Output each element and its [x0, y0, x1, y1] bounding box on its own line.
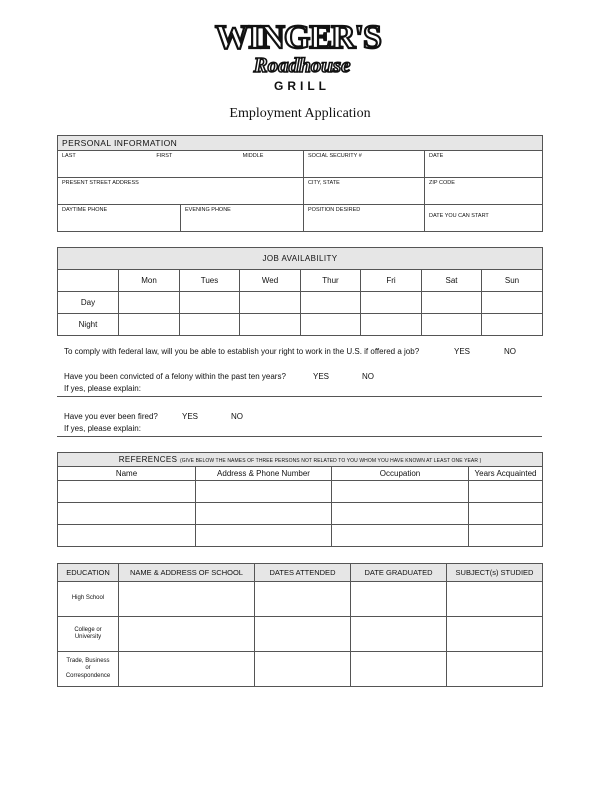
education-cell[interactable]	[255, 617, 351, 652]
education-cell[interactable]	[119, 652, 255, 687]
reference-cell[interactable]	[469, 525, 543, 547]
fired-text: Have you ever been fired?	[64, 412, 158, 421]
education-cell[interactable]	[351, 652, 447, 687]
work-right-text: To comply with federal law, will you be able to establish your right to work in the U.S. if offered a job?	[64, 347, 420, 356]
job-availability-table	[57, 247, 543, 336]
table-row	[58, 617, 543, 652]
education-cell[interactable]	[351, 617, 447, 652]
education-col-education: EDUCATION	[58, 564, 119, 582]
education-cell[interactable]	[447, 652, 543, 687]
availability-cell[interactable]	[361, 292, 422, 314]
position-desired-field[interactable]	[304, 205, 425, 232]
fired-no[interactable]: NO	[231, 412, 243, 421]
availability-cell[interactable]	[180, 314, 240, 336]
availability-cell[interactable]	[301, 292, 361, 314]
evening-phone-label: EVENING PHONE	[185, 207, 231, 213]
education-cell[interactable]	[447, 582, 543, 617]
fired-explain-line[interactable]	[57, 436, 542, 437]
education-row-college	[58, 617, 119, 652]
education-row-trade	[58, 652, 119, 687]
reference-cell[interactable]	[196, 503, 332, 525]
felony-explain-line[interactable]	[57, 396, 542, 397]
felony-no[interactable]: NO	[362, 372, 374, 381]
reference-cell[interactable]	[332, 481, 469, 503]
ssn-label: SOCIAL SECURITY #	[308, 153, 362, 159]
row-label-text: High School	[71, 595, 105, 602]
education-col-date-graduated: DATE GRADUATED	[351, 564, 447, 582]
references-heading	[58, 453, 543, 467]
education-cell[interactable]	[255, 652, 351, 687]
personal-info-heading: PERSONAL INFORMATION	[58, 136, 543, 151]
first-name-label: FIRST	[156, 153, 173, 159]
personal-information-table	[57, 135, 543, 232]
zip-code-label: ZIP CODE	[429, 180, 455, 186]
city-state-label: CITY, STATE	[308, 180, 340, 186]
references-title: REFERENCES	[118, 455, 178, 464]
table-row	[58, 525, 543, 547]
last-name-label: LAST	[62, 153, 76, 159]
references-note: (GIVE BELOW THE NAMES OF THREE PERSONS NOT RELATED TO YOU WHOM YOU HAVE KNOWN AT LEAST ONE YEAR )	[180, 458, 482, 464]
availability-cell[interactable]	[240, 314, 301, 336]
evening-phone-field[interactable]	[181, 205, 304, 232]
work-right-question	[64, 347, 534, 356]
day-header: Wed	[240, 270, 301, 292]
row-label-text: Trade, Business	[66, 657, 110, 664]
date-label: DATE	[429, 153, 444, 159]
reference-cell[interactable]	[332, 503, 469, 525]
felony-explain-label: If yes, please explain:	[64, 384, 141, 393]
education-cell[interactable]	[351, 582, 447, 617]
references-col-address: Address & Phone Number	[196, 467, 332, 481]
street-address-label: PRESENT STREET ADDRESS	[62, 180, 139, 186]
reference-cell[interactable]	[469, 481, 543, 503]
day-header: Tues	[180, 270, 240, 292]
day-header: Thur	[301, 270, 361, 292]
references-col-name: Name	[58, 467, 196, 481]
day-header: Mon	[119, 270, 180, 292]
day-header: Sat	[422, 270, 482, 292]
education-row-high-school	[58, 582, 119, 617]
page-title: Employment Application	[229, 106, 371, 121]
street-address-field[interactable]	[58, 178, 304, 205]
availability-cell[interactable]	[240, 292, 301, 314]
winger-logo	[215, 14, 381, 100]
table-row	[58, 652, 543, 687]
felony-yes[interactable]: YES	[313, 372, 330, 381]
zip-code-field[interactable]	[425, 178, 543, 205]
availability-cell[interactable]	[361, 314, 422, 336]
table-row	[58, 503, 543, 525]
job-availability-heading: JOB AVAILABILITY	[58, 248, 543, 270]
logo-line2: Roadhouse	[253, 53, 351, 77]
work-right-yes[interactable]: YES	[454, 347, 471, 356]
logo-line3: GRILL	[274, 79, 330, 93]
daytime-phone-field[interactable]	[58, 205, 181, 232]
work-right-no[interactable]: NO	[504, 347, 516, 356]
day-header: Fri	[361, 270, 422, 292]
references-col-years: Years Acquainted	[469, 467, 543, 481]
shift-label-night: Night	[58, 314, 119, 336]
felony-question	[64, 372, 534, 381]
reference-cell[interactable]	[469, 503, 543, 525]
availability-cell[interactable]	[301, 314, 361, 336]
education-col-subjects: SUBJECT(s) STUDIED	[447, 564, 543, 582]
city-state-field[interactable]	[304, 178, 425, 205]
corner-cell	[58, 270, 119, 292]
fired-question	[64, 412, 534, 421]
education-cell[interactable]	[119, 617, 255, 652]
education-cell[interactable]	[447, 617, 543, 652]
education-col-dates-attended: DATES ATTENDED	[255, 564, 351, 582]
education-table	[57, 563, 543, 687]
reference-cell[interactable]	[58, 481, 196, 503]
table-row	[58, 481, 543, 503]
availability-cell[interactable]	[119, 314, 180, 336]
fired-explain-label: If yes, please explain:	[64, 424, 141, 433]
fired-yes[interactable]: YES	[182, 412, 199, 421]
felony-text: Have you been convicted of a felony within the past ten years?	[64, 372, 286, 381]
reference-cell[interactable]	[58, 525, 196, 547]
availability-cell[interactable]	[482, 314, 543, 336]
education-col-school: NAME & ADDRESS OF SCHOOL	[119, 564, 255, 582]
shift-label-day: Day	[58, 292, 119, 314]
row-label-text: Correspondence	[65, 672, 111, 679]
availability-cell[interactable]	[180, 292, 240, 314]
row-label-text: University	[74, 634, 102, 640]
position-desired-label: POSITION DESIRED	[308, 207, 361, 213]
logo-line1: WINGER'S	[215, 19, 381, 56]
date-field[interactable]	[425, 151, 543, 178]
name-field[interactable]	[58, 151, 304, 178]
reference-cell[interactable]	[196, 525, 332, 547]
reference-cell[interactable]	[196, 481, 332, 503]
day-header: Sun	[482, 270, 543, 292]
middle-name-label: MIDDLE	[242, 153, 264, 159]
availability-cell[interactable]	[422, 292, 482, 314]
education-cell[interactable]	[119, 582, 255, 617]
start-date-field[interactable]	[425, 205, 543, 232]
ssn-field[interactable]	[304, 151, 425, 178]
reference-cell[interactable]	[332, 525, 469, 547]
references-col-occupation: Occupation	[332, 467, 469, 481]
education-cell[interactable]	[255, 582, 351, 617]
daytime-phone-label: DAYTIME PHONE	[62, 207, 108, 213]
row-label-text: College or	[74, 626, 102, 633]
reference-cell[interactable]	[58, 503, 196, 525]
start-date-label: DATE YOU CAN START	[429, 213, 489, 219]
availability-cell[interactable]	[422, 314, 482, 336]
table-row	[58, 582, 543, 617]
row-label-text: or	[85, 665, 91, 672]
availability-cell[interactable]	[119, 292, 180, 314]
availability-cell[interactable]	[482, 292, 543, 314]
references-table	[57, 452, 543, 547]
